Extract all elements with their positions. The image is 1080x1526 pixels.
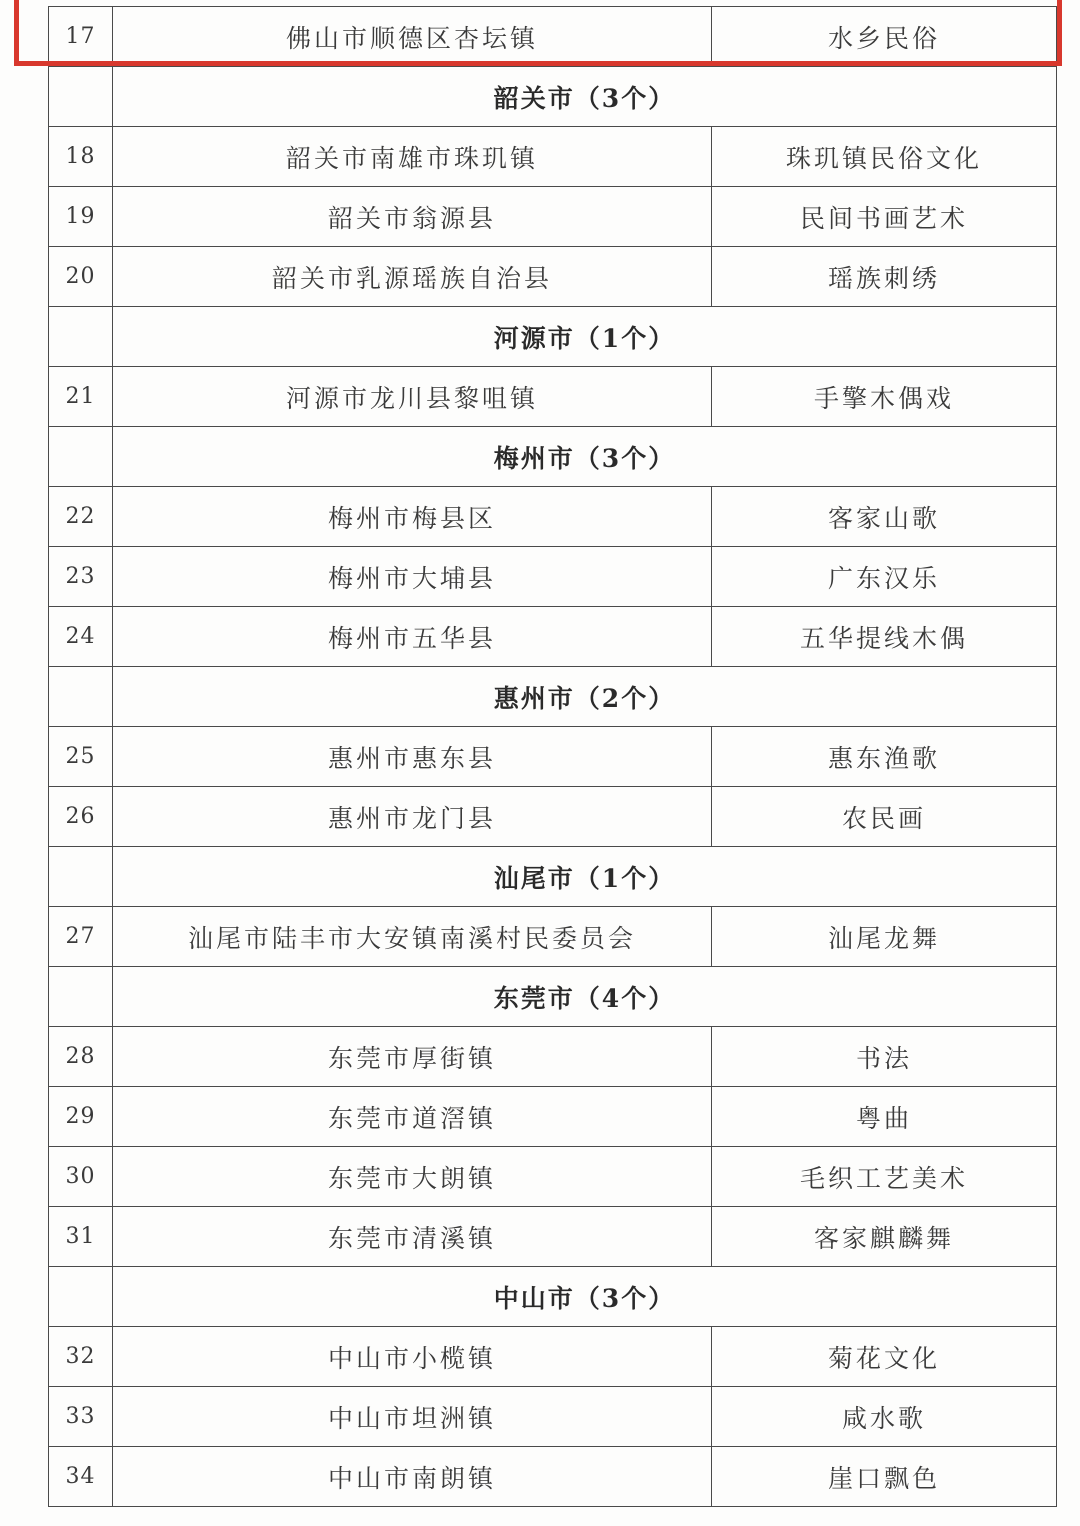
table-row <box>49 787 1057 847</box>
table-row <box>49 1387 1057 1447</box>
row-number: 34 <box>49 1447 113 1507</box>
place-name: 梅州市大埔县 <box>113 547 712 607</box>
row-number: 33 <box>49 1387 113 1447</box>
project-name: 毛织工艺美术 <box>712 1147 1057 1207</box>
empty-number-cell <box>49 67 113 127</box>
table-row <box>49 1207 1057 1267</box>
project-name: 瑶族刺绣 <box>712 247 1057 307</box>
row-number: 18 <box>49 127 113 187</box>
project-name: 广东汉乐 <box>712 547 1057 607</box>
row-number: 25 <box>49 727 113 787</box>
empty-number-cell <box>49 967 113 1027</box>
table-row <box>49 247 1057 307</box>
empty-number-cell <box>49 427 113 487</box>
row-number: 22 <box>49 487 113 547</box>
row-number: 19 <box>49 187 113 247</box>
project-name: 崖口飘色 <box>712 1447 1057 1507</box>
city-header-row <box>49 427 1057 487</box>
project-name: 汕尾龙舞 <box>712 907 1057 967</box>
city-header-row <box>49 667 1057 727</box>
project-name: 惠东渔歌 <box>712 727 1057 787</box>
table-body <box>49 7 1057 1507</box>
place-name: 汕尾市陆丰市大安镇南溪村民委员会 <box>113 907 712 967</box>
project-name: 水乡民俗 <box>712 7 1057 67</box>
row-number: 31 <box>49 1207 113 1267</box>
city-title: 河源市（1个） <box>113 307 1057 367</box>
project-name: 客家麒麟舞 <box>712 1207 1057 1267</box>
project-name: 粤曲 <box>712 1087 1057 1147</box>
place-name: 惠州市龙门县 <box>113 787 712 847</box>
place-name: 中山市南朗镇 <box>113 1447 712 1507</box>
row-number: 17 <box>49 7 113 67</box>
table-row <box>49 1147 1057 1207</box>
row-number: 28 <box>49 1027 113 1087</box>
city-title: 东莞市（4个） <box>113 967 1057 1027</box>
row-number: 26 <box>49 787 113 847</box>
table-row <box>49 127 1057 187</box>
table-row <box>49 607 1057 667</box>
empty-number-cell <box>49 1267 113 1327</box>
city-title: 惠州市（2个） <box>113 667 1057 727</box>
row-number: 23 <box>49 547 113 607</box>
city-header-row <box>49 1267 1057 1327</box>
empty-number-cell <box>49 667 113 727</box>
table-row <box>49 1447 1057 1507</box>
place-name: 梅州市五华县 <box>113 607 712 667</box>
city-header-row <box>49 967 1057 1027</box>
table-row <box>49 187 1057 247</box>
place-name: 东莞市清溪镇 <box>113 1207 712 1267</box>
project-name: 菊花文化 <box>712 1327 1057 1387</box>
place-name: 东莞市大朗镇 <box>113 1147 712 1207</box>
city-title: 韶关市（3个） <box>113 67 1057 127</box>
project-name: 书法 <box>712 1027 1057 1087</box>
list-table <box>48 6 1057 1507</box>
row-number: 20 <box>49 247 113 307</box>
city-header-row <box>49 847 1057 907</box>
city-title: 汕尾市（1个） <box>113 847 1057 907</box>
empty-number-cell <box>49 847 113 907</box>
place-name: 中山市坦洲镇 <box>113 1387 712 1447</box>
table-row <box>49 1087 1057 1147</box>
city-title: 中山市（3个） <box>113 1267 1057 1327</box>
row-number: 24 <box>49 607 113 667</box>
place-name: 河源市龙川县黎咀镇 <box>113 367 712 427</box>
project-name: 农民画 <box>712 787 1057 847</box>
table-row <box>49 547 1057 607</box>
project-name: 五华提线木偶 <box>712 607 1057 667</box>
project-name: 客家山歌 <box>712 487 1057 547</box>
table-row <box>49 1027 1057 1087</box>
place-name: 佛山市顺德区杏坛镇 <box>113 7 712 67</box>
table-row <box>49 907 1057 967</box>
place-name: 中山市小榄镇 <box>113 1327 712 1387</box>
city-header-row <box>49 307 1057 367</box>
table-row <box>49 367 1057 427</box>
table-row <box>49 487 1057 547</box>
place-name: 东莞市厚街镇 <box>113 1027 712 1087</box>
project-name: 咸水歌 <box>712 1387 1057 1447</box>
table-row-highlighted <box>49 7 1057 67</box>
row-number: 30 <box>49 1147 113 1207</box>
row-number: 29 <box>49 1087 113 1147</box>
place-name: 梅州市梅县区 <box>113 487 712 547</box>
project-name: 珠玑镇民俗文化 <box>712 127 1057 187</box>
city-title: 梅州市（3个） <box>113 427 1057 487</box>
row-number: 32 <box>49 1327 113 1387</box>
place-name: 韶关市翁源县 <box>113 187 712 247</box>
row-number: 21 <box>49 367 113 427</box>
table-row <box>49 727 1057 787</box>
project-name: 民间书画艺术 <box>712 187 1057 247</box>
place-name: 东莞市道滘镇 <box>113 1087 712 1147</box>
place-name: 韶关市乳源瑶族自治县 <box>113 247 712 307</box>
place-name: 惠州市惠东县 <box>113 727 712 787</box>
city-header-row <box>49 67 1057 127</box>
empty-number-cell <box>49 307 113 367</box>
table-row <box>49 1327 1057 1387</box>
place-name: 韶关市南雄市珠玑镇 <box>113 127 712 187</box>
row-number: 27 <box>49 907 113 967</box>
project-name: 手擎木偶戏 <box>712 367 1057 427</box>
